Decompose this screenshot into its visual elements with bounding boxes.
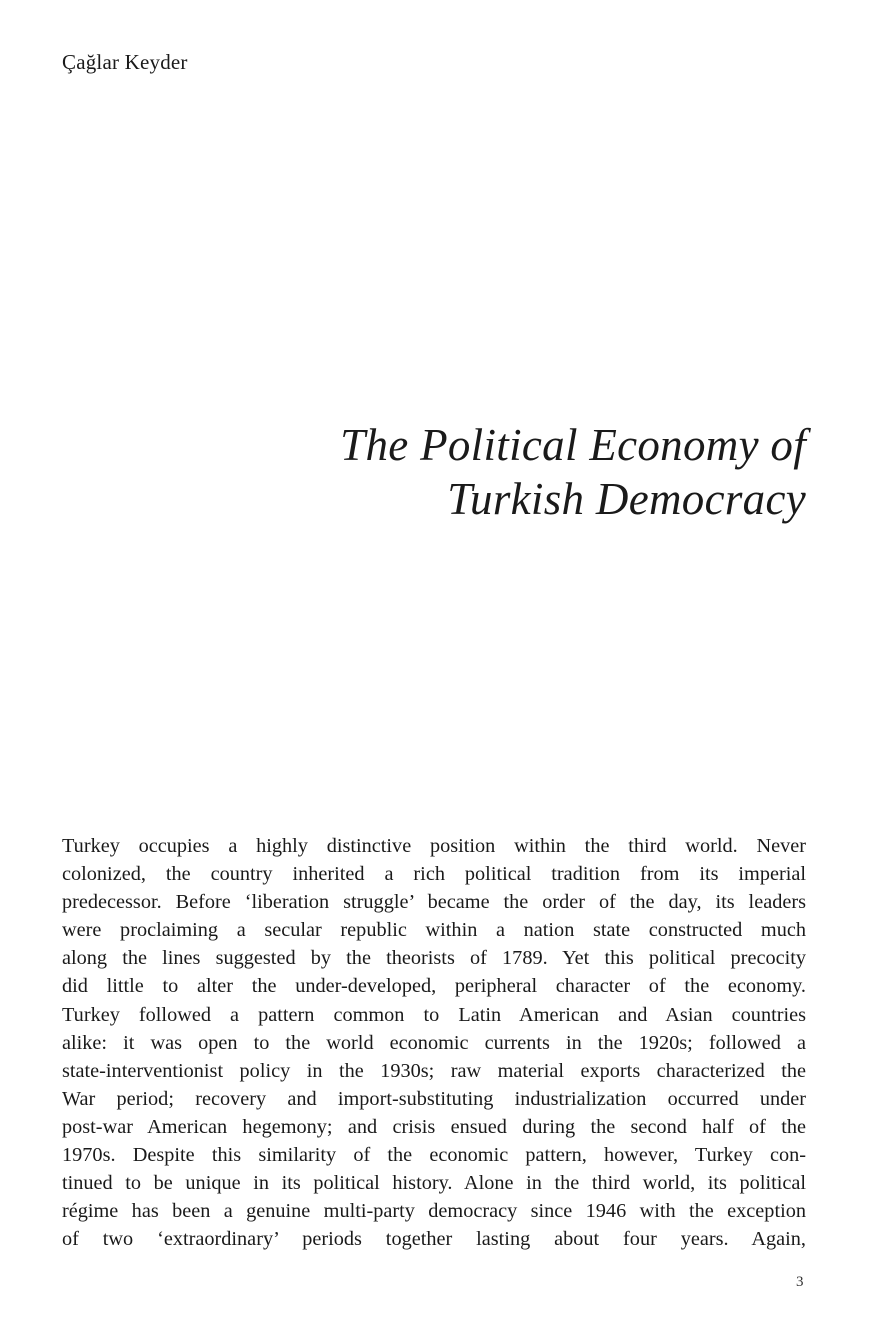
body-line: of two ‘extraordinary’ periods together lasting about four years. Again, [62, 1228, 806, 1251]
body-paragraph [62, 832, 806, 1253]
body-line: along the lines suggested by the theorists of 1789. Yet this political precocity [62, 947, 806, 970]
body-line: Turkey occupies a highly distinctive position within the third world. Never [62, 835, 806, 857]
chapter-title-line-1: The Political Economy of [340, 420, 806, 470]
body-line: tinued to be unique in its political history. Alone in the third world, its political [62, 1172, 806, 1195]
chapter-title-line-2: Turkish Democracy [447, 474, 806, 524]
body-line: state-interventionist policy in the 1930s; raw material exports characterized the [62, 1059, 806, 1082]
body-line: post-war American hegemony; and crisis ensued during the second half of the [62, 1115, 806, 1138]
body-line: 1970s. Despite this similarity of the economic pattern, however, Turkey con- [62, 1144, 806, 1167]
chapter-title [340, 418, 806, 526]
running-header-author: Çağlar Keyder [62, 50, 188, 74]
body-line: Turkey followed a pattern common to Latin American and Asian countries [62, 1003, 806, 1026]
body-line: War period; recovery and import-substituting industrialization occurred under [62, 1087, 806, 1110]
body-line: predecessor. Before ‘liberation struggle’ became the order of the day, its leaders [62, 891, 806, 914]
body-line: colonized, the country inherited a rich political tradition from its imperial [62, 863, 806, 886]
body-line: régime has been a genuine multi-party democracy since 1946 with the exception [62, 1200, 806, 1223]
page-number: 3 [796, 1274, 804, 1290]
body-line: were proclaiming a secular republic within a nation state constructed much [62, 919, 806, 942]
body-line: did little to alter the under-developed, peripheral character of the economy. [62, 975, 806, 998]
body-line: alike: it was open to the world economic currents in the 1920s; followed a [62, 1031, 806, 1054]
